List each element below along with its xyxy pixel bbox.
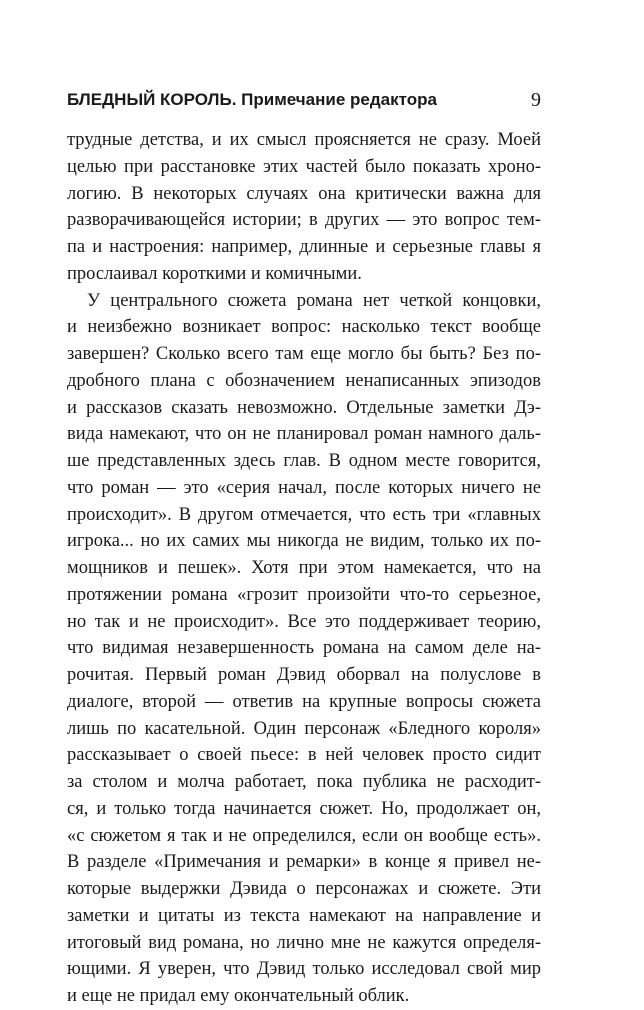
text-line: В разделе «Примечания и ремарки» в конце я привел не- — [67, 852, 541, 873]
text-line: дробного плана с обозначением ненаписанных эпизодов — [67, 370, 541, 391]
text-line: разворачивающейся истории; в других — это вопрос тем- — [67, 210, 541, 231]
text-line: завершен? Сколько всего там еще могло бы быть? Без по- — [67, 344, 541, 364]
text-line: игрока... но их самих мы никогда не видим, только их по- — [67, 531, 541, 552]
text-line: ше представленных здесь глав. В одном месте говорится, — [67, 451, 541, 471]
text-line: за столом и молча работает, пока публика не расходит- — [67, 772, 541, 792]
text-line: па и настроения: например, длинные и серьезные главы я — [67, 237, 541, 257]
text-line: лишь по касательной. Один персонаж «Бледного короля» — [67, 718, 541, 739]
text-line: трудные детства, и их смысл проясняется не сразу. Моей — [67, 130, 541, 150]
text-line: ющими. Я уверен, что Дэвид только исследовал свой мир — [67, 959, 541, 980]
text-line: итоговый вид романа, но лично мне не кажутся определя- — [67, 932, 541, 953]
text-line: рассказывает о своей пьесе: в ней человек просто сидит — [67, 745, 541, 766]
text-line: рочитая. Первый роман Дэвид оборвал на полуслове в — [67, 665, 541, 685]
text-line: целью при расстановке этих частей было показать хроно- — [67, 156, 541, 177]
text-line: заметки и цитаты из текста намекают на направление и — [67, 905, 541, 926]
text-line: прослаивал короткими и комичными. — [67, 263, 362, 284]
text-line: логию. В некоторых случаях она критически важна для — [67, 183, 541, 204]
text-line: и еще не придал ему окончательный облик. — [67, 986, 410, 1006]
body-text — [67, 127, 541, 1010]
text-line: которые выдержки Дэвида о персонажах и сюжете. Эти — [67, 879, 541, 899]
paragraph — [67, 127, 541, 288]
text-line: мощников и пешек». Хотя при этом намекается, что на — [67, 558, 541, 578]
text-line: диалоге, второй — ответив на крупные вопросы сюжета — [67, 691, 541, 712]
text-line: ся, и только тогда начинается сюжет. Но, продолжает он, — [67, 798, 541, 819]
text-line: что видимая незавершенность романа на самом деле на- — [67, 638, 541, 659]
paragraph — [67, 288, 541, 1010]
text-line: происходит». В другом отмечается, что есть три «главных — [67, 504, 541, 525]
text-line: «с сюжетом я так и не определился, если он вообще есть». — [67, 825, 541, 846]
running-head — [67, 88, 541, 112]
running-title: БЛЕДНЫЙ КОРОЛЬ. Примечание редактора — [67, 90, 437, 109]
text-line: У центрального сюжета романа нет четкой концовки, — [87, 290, 541, 311]
text-line: вида намекают, что он не планировал роман намного даль- — [67, 424, 541, 445]
text-line: и рассказов сказать невозможно. Отдельные заметки Дэ- — [67, 397, 541, 418]
book-page — [67, 0, 541, 1006]
text-line: и неизбежно возникает вопрос: насколько текст вообще — [67, 317, 541, 338]
text-line: но так и не происходит». Все это поддерживает теорию, — [67, 611, 541, 632]
page-number: 9 — [531, 89, 541, 111]
text-line: протяжении романа «грозит произойти что-то серьезное, — [67, 584, 541, 605]
text-line: что роман — это «серия начал, после которых ничего не — [67, 477, 541, 498]
